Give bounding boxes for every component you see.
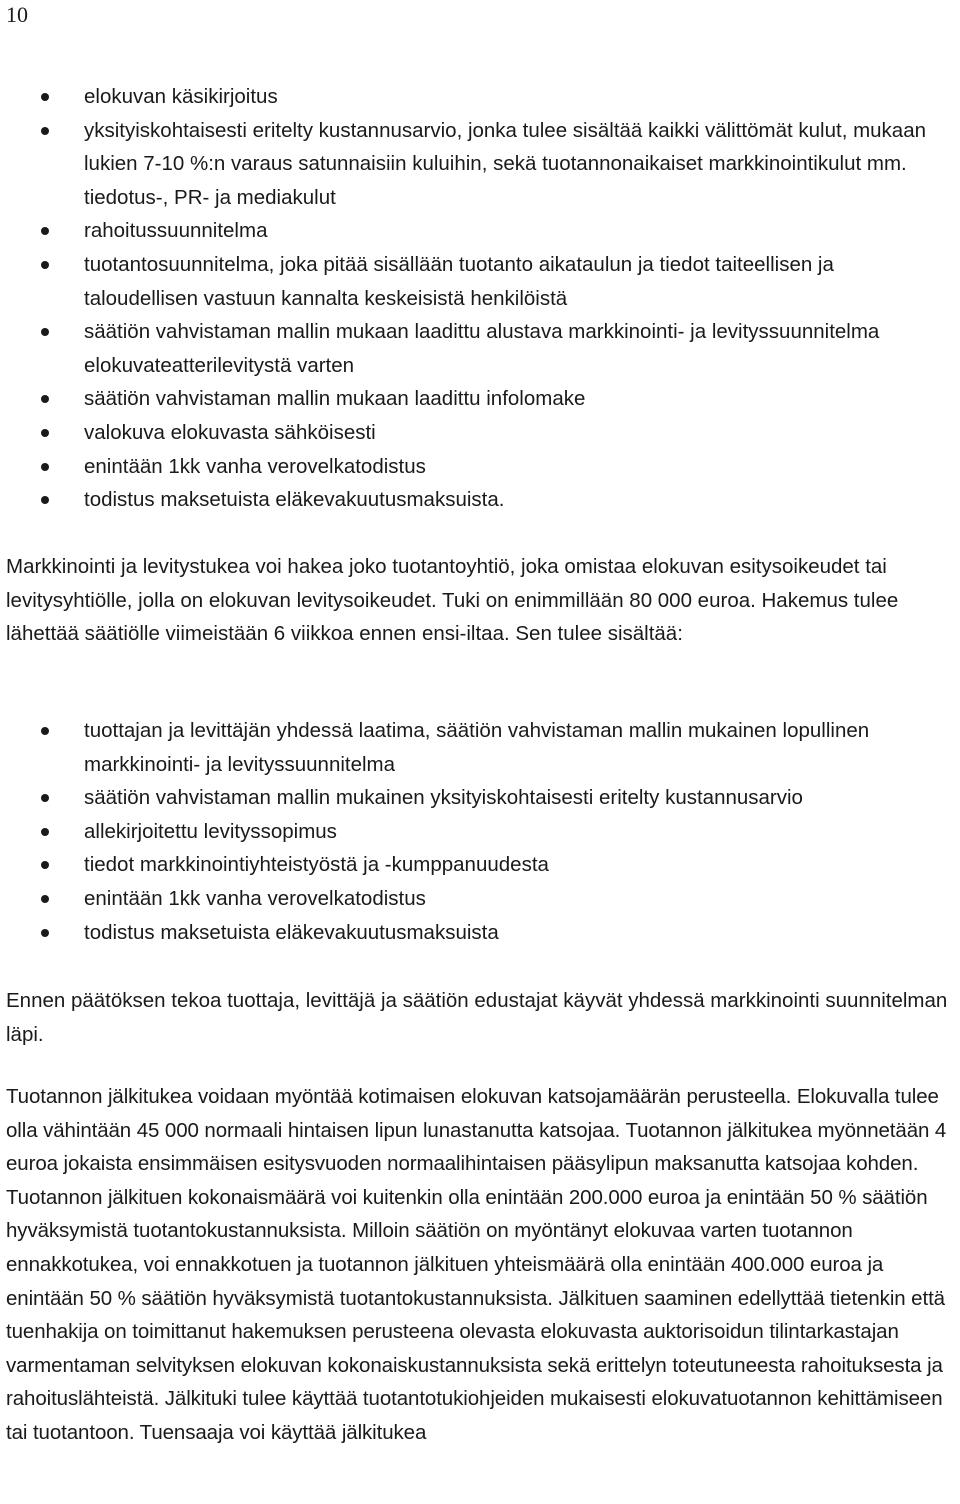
page-number: 10 [6,2,28,27]
list-item: valokuva elokuvasta sähköisesti [0,416,954,450]
marketing-support-paragraph: Markkinointi ja levitystukea voi hakea joko tuotantoyhtiö, joka omistaa elokuvan esitysoikeudet tai levitysyhtiölle, jolla on elokuvan levitysoikeudet. Tuki on enimmillään 80 000 euroa. Hakemus tulee lähettää säätiölle viimeistään 6 viikkoa ennen ensi-iltaa. Sen tulee sisältää: [6,555,899,646]
list-item: todistus maksetuista eläkevakuutusmaksuista. [0,483,954,517]
list-item: säätiön vahvistaman mallin mukainen yksityiskohtaisesti eritelty kustannusarvio [0,781,954,815]
list-item: enintään 1kk vanha verovelkatodistus [0,450,954,484]
list-item: allekirjoitettu levityssopimus [0,815,954,849]
list-item: tuotantosuunnitelma, joka pitää sisällään tuotanto aikataulun ja tiedot taiteellisen ja taloudellisen vastuun kannalta keskeisistä henkilöistä [0,248,954,315]
required-documents-list [0,80,954,517]
list-item: elokuvan käsikirjoitus [0,80,954,114]
marketing-application-list [0,714,954,949]
post-production-support-paragraph: Tuotannon jälkitukea voidaan myöntää kotimaisen elokuvan katsojamäärän perusteella. Elokuvalla tulee olla vähintään 45 000 normaali hintaisen lipun lunastanutta katsojaa. Tuotannon jälkitukea myönnetään 4 euroa jokaista ensimmäisen esitysvuoden normaalihintaisen pääsylipun maksanutta katsojaa kohden. Tuotannon jälkituen kokonaismäärä voi kuitenkin olla enintään 200.000 euroa ja enintään 50 % säätiön hyväksymistä tuotantokustannuksista. Milloin säätiön on myöntänyt elokuvaa varten tuotannon ennakkotukea, voi ennakkotuen ja tuotannon jälkituen yhteismäärä olla enintään 400.000 euroa ja enintään 50 % säätiön hyväksymistä tuotantokustannuksista. Jälkituen saaminen edellyttää tietenkin että tuenhakija on toimittanut hakemuksen perusteena olevasta elokuvasta auktorisoidun tilintarkastajan varmentaman selvityksen elokuvan kokonaiskustannuksista sekä erittelyn toteutuneesta rahoituksesta ja rahoituslähteistä. Jälkituki tulee käyttää tuotantotukiohjeiden mukaisesti elokuvatuotannon kehittämiseen tai tuotantoon. Tuensaaja voi käyttää jälkitukea [6,1085,947,1444]
list-item: säätiön vahvistaman mallin mukaan laadittu alustava markkinointi- ja levityssuunnitelma elokuvateatterilevitystä varten [0,315,954,382]
list-item: enintään 1kk vanha verovelkatodistus [0,882,954,916]
list-item: säätiön vahvistaman mallin mukaan laadittu infolomake [0,382,954,416]
list-item: yksityiskohtaisesti eritelty kustannusarvio, jonka tulee sisältää kaikki välittömät kulut, mukaan lukien 7-10 %:n varaus satunnaisiin kuluihin, sekä tuotannonaikaiset markkinointikulut mm. tiedotus-, PR- ja mediakulut [0,114,954,215]
list-item: rahoitussuunnitelma [0,214,954,248]
list-item: tuottajan ja levittäjän yhdessä laatima, säätiön vahvistaman mallin mukainen lopullinen markkinointi- ja levityssuunnitelma [0,714,954,781]
review-paragraph: Ennen päätöksen tekoa tuottaja, levittäjä ja säätiön edustajat käyvät yhdessä markkinointi suunnitelman läpi. [6,989,948,1046]
list-item: todistus maksetuista eläkevakuutusmaksuista [0,916,954,950]
list-item: tiedot markkinointiyhteistyöstä ja -kumppanuudesta [0,848,954,882]
